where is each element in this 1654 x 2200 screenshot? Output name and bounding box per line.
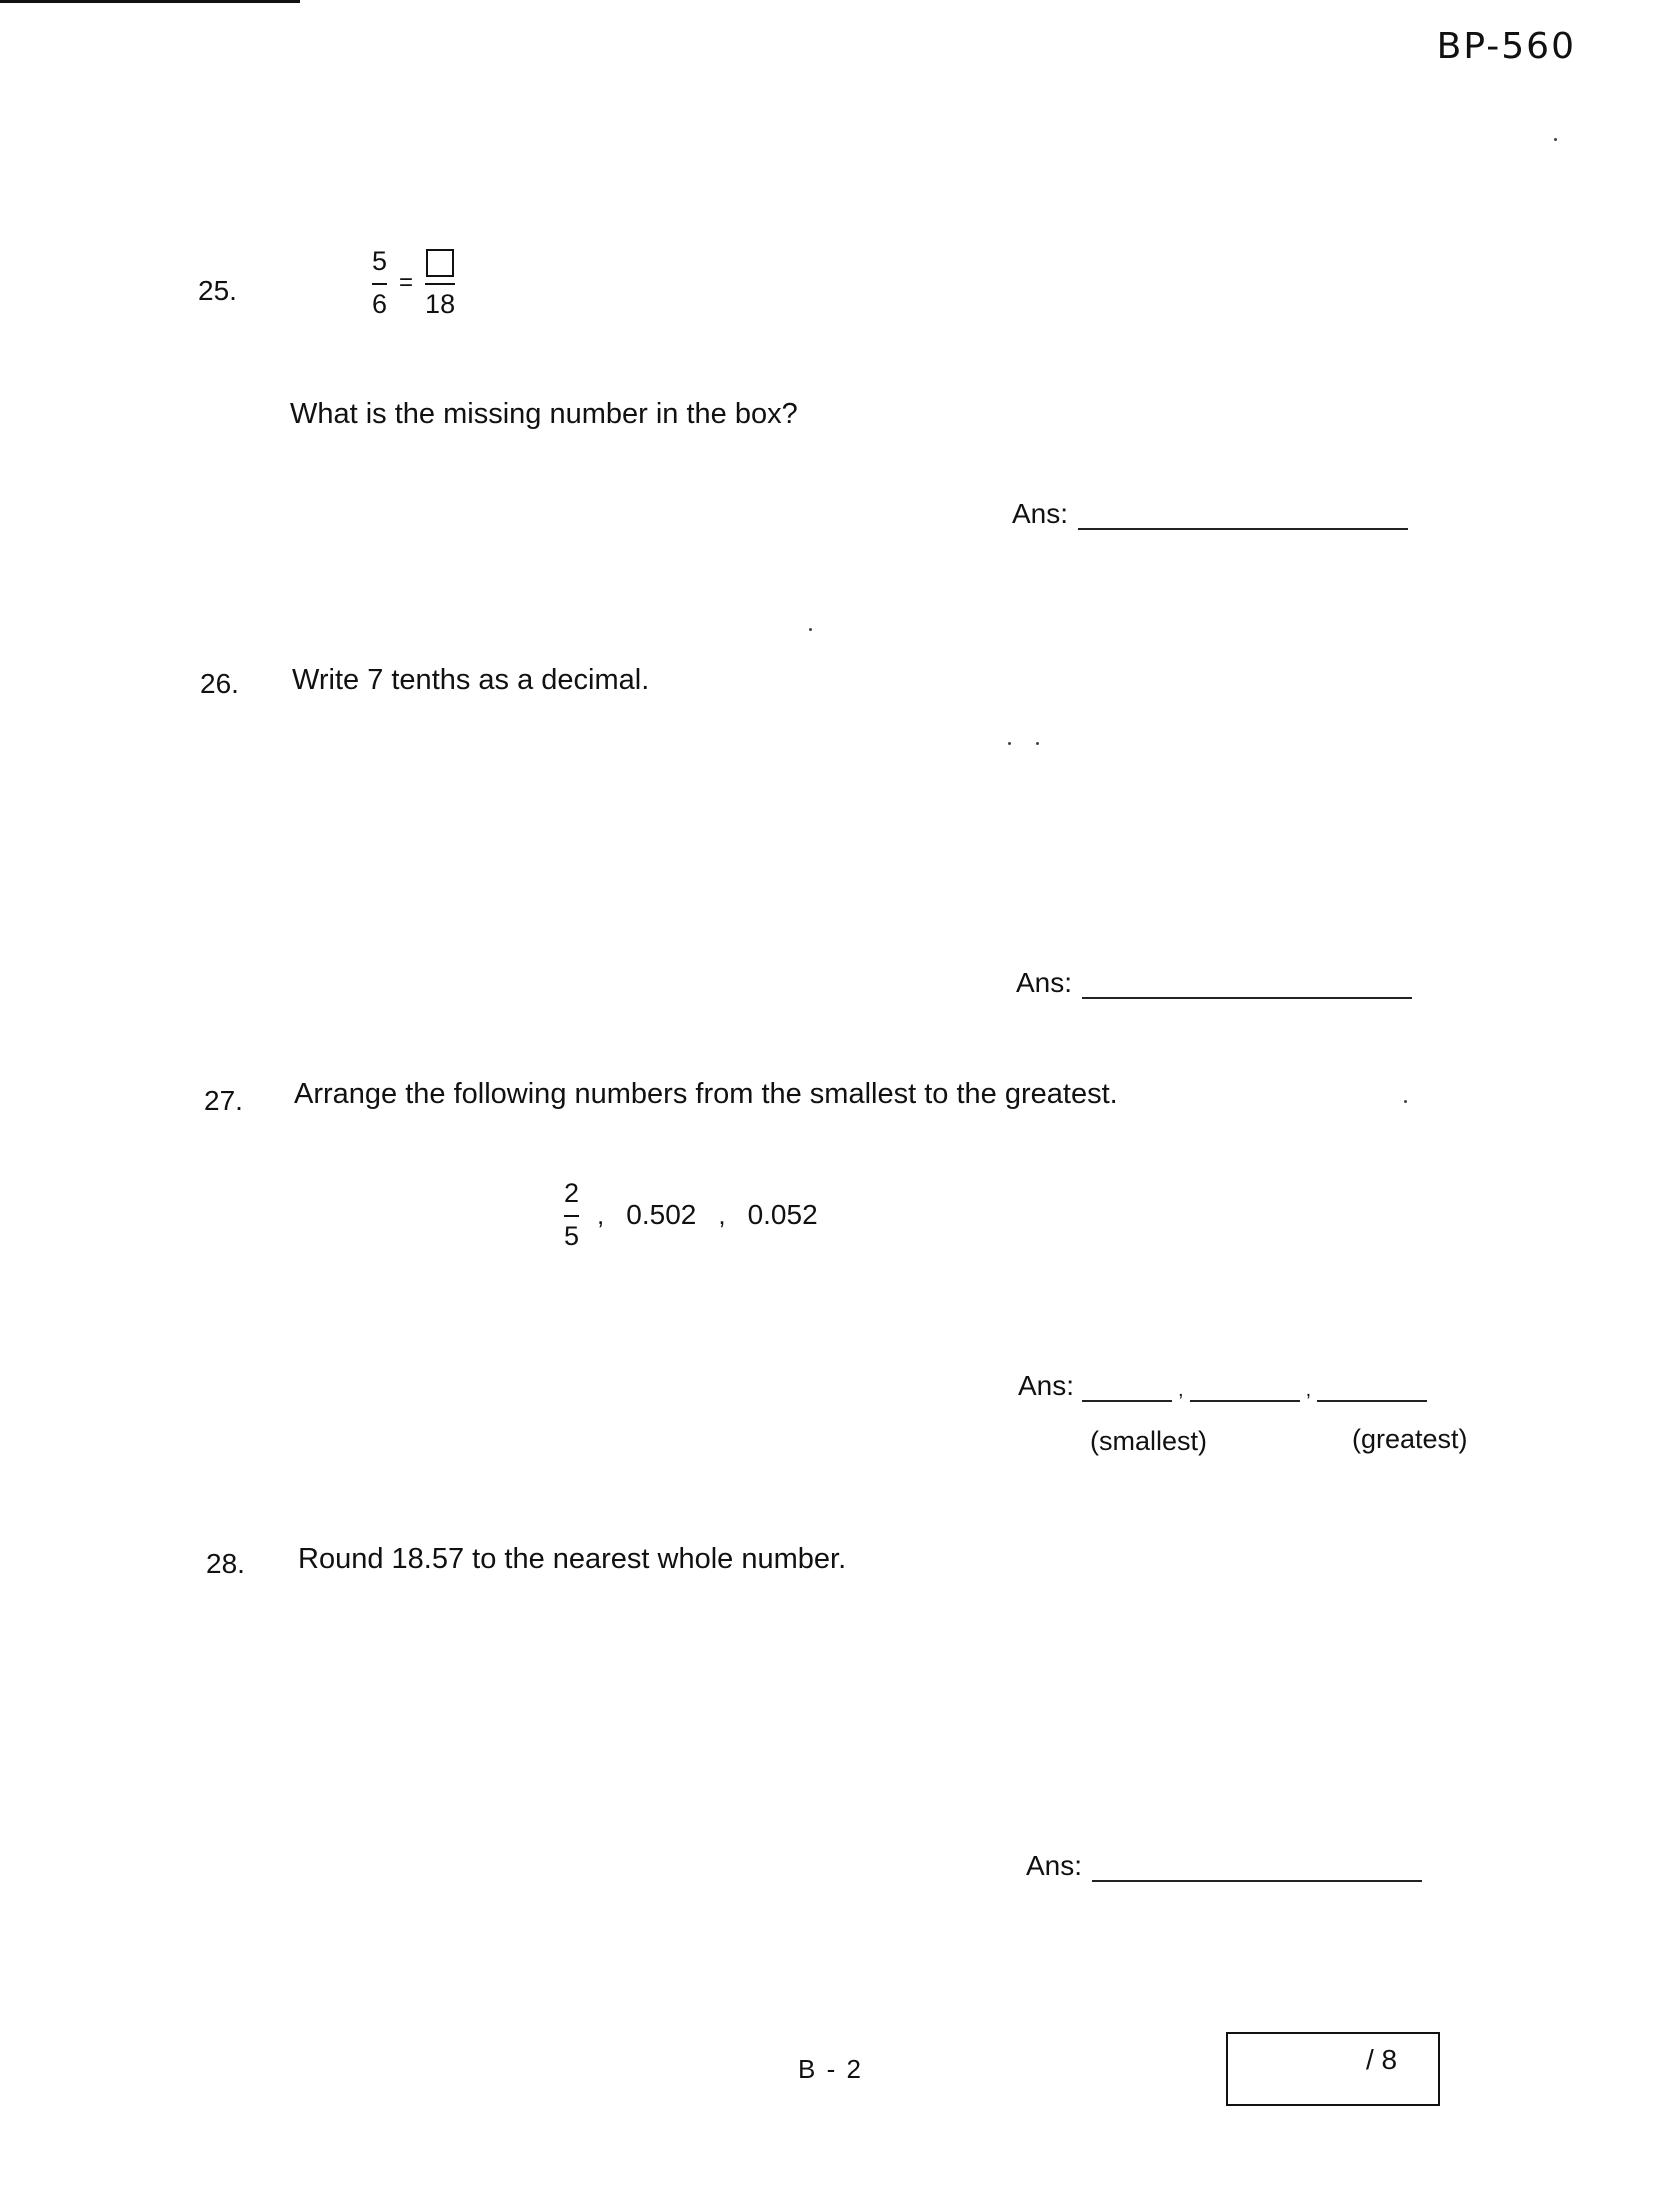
- comma-separator: ,: [597, 1199, 605, 1230]
- fraction-box-over-eighteen: [425, 249, 455, 318]
- question-25-text: What is the missing number in the box?: [290, 398, 798, 430]
- scan-speck: [1554, 138, 1557, 141]
- answer-label: Ans:: [1026, 1850, 1083, 1881]
- answer-blank[interactable]: [1078, 524, 1408, 530]
- question-27-text: Arrange the following numbers from the smallest to the greatest.: [294, 1078, 1118, 1110]
- answer-blank-second[interactable]: [1190, 1396, 1300, 1402]
- scan-speck: [1008, 742, 1011, 745]
- answer-blank-third[interactable]: [1317, 1396, 1427, 1402]
- fraction-bar: [425, 283, 455, 285]
- fraction-bar: [372, 283, 387, 285]
- scan-speck: [1036, 742, 1039, 745]
- fraction-five-sixths: [372, 248, 387, 318]
- missing-number-box: [426, 249, 454, 277]
- fraction-denominator: 6: [372, 289, 388, 319]
- question-25-number: 25.: [198, 275, 237, 306]
- fraction-two-fifths: [564, 1180, 579, 1250]
- number-value: 0.052: [747, 1199, 818, 1230]
- answer-label: Ans:: [1012, 498, 1069, 529]
- fraction-bar: [564, 1215, 579, 1217]
- question-28-number: 28.: [206, 1548, 245, 1579]
- question-25-equation: [372, 248, 455, 318]
- fraction-numerator: 2: [564, 1178, 580, 1208]
- score-total: / 8: [1366, 2044, 1398, 2075]
- equals-sign: =: [399, 269, 414, 296]
- question-27-number: 27.: [204, 1085, 243, 1116]
- comma-separator: ,: [718, 1199, 726, 1230]
- question-26-answer: [1016, 967, 1412, 999]
- answer-blank-first[interactable]: [1082, 1396, 1172, 1402]
- comma-separator: ,: [1305, 1379, 1312, 1401]
- fraction-denominator: 18: [425, 288, 456, 319]
- comma-separator: ,: [1178, 1379, 1184, 1401]
- question-27-numbers: [564, 1180, 818, 1250]
- question-25-answer: [1012, 498, 1408, 530]
- answer-label: Ans:: [1018, 1370, 1075, 1401]
- question-27-answer: [1018, 1370, 1427, 1402]
- question-28-text: Round 18.57 to the nearest whole number.: [298, 1543, 847, 1575]
- question-26-text: Write 7 tenths as a decimal.: [292, 664, 650, 696]
- page-number: B - 2: [798, 2054, 863, 2084]
- answer-blank[interactable]: [1092, 1876, 1422, 1882]
- smallest-hint: (smallest): [1090, 1426, 1208, 1456]
- answer-blank[interactable]: [1082, 993, 1412, 999]
- number-value: 0.502: [626, 1199, 697, 1230]
- scan-speck: [809, 628, 812, 631]
- answer-label: Ans:: [1016, 967, 1073, 998]
- fraction-numerator: 5: [372, 246, 388, 276]
- fraction-denominator: 5: [564, 1221, 580, 1251]
- score-box: [1226, 2032, 1440, 2106]
- question-26-number: 26.: [200, 668, 239, 699]
- top-border-rule: [0, 0, 300, 3]
- greatest-hint: (greatest): [1352, 1424, 1468, 1454]
- scan-speck: [1404, 1100, 1407, 1103]
- question-28-answer: [1026, 1850, 1422, 1882]
- document-code: BP-560: [1436, 26, 1576, 67]
